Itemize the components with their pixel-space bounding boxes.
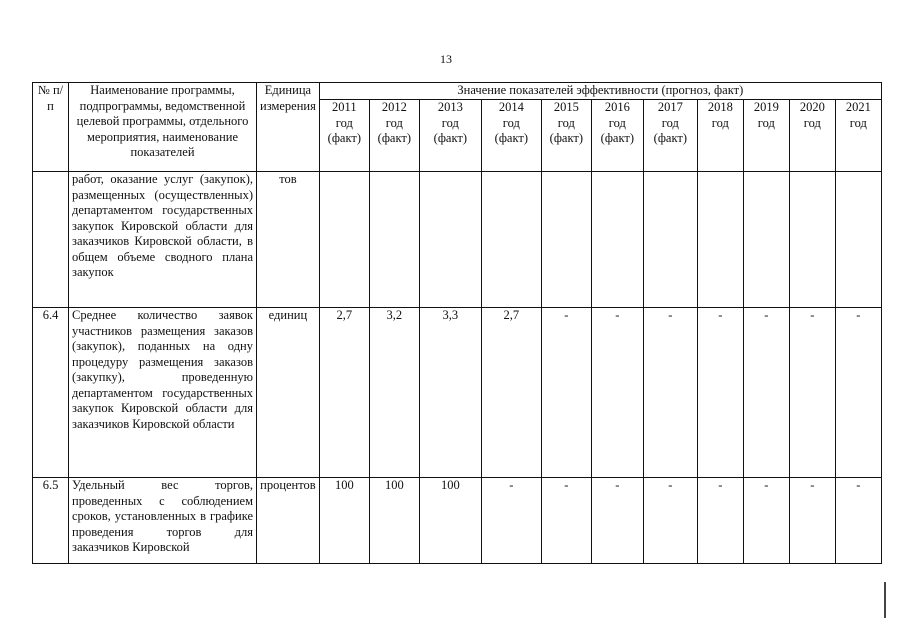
year-header: 2019 год [743,100,789,172]
row-value: - [697,308,743,478]
row-value: - [591,308,643,478]
header-num: № п/п [33,83,69,172]
row-value: - [789,308,835,478]
header-values-title: Значение показателей эффективности (прогноз, факт) [319,83,881,100]
row-value: - [743,308,789,478]
year-header: 2012 год (факт) [369,100,419,172]
year-header: 2021 год [835,100,881,172]
row-value [697,172,743,308]
year-header: 2015 год (факт) [541,100,591,172]
row-value: 100 [369,478,419,564]
page-number: 13 [440,52,452,66]
row-value: - [835,478,881,564]
year-header: 2020 год [789,100,835,172]
row-value: - [643,478,697,564]
header-name: Наименование программы, подпрограммы, ведомственной целевой программы, отдельного мероприятия, наименование показателей [69,83,257,172]
row-unit: тов [257,172,320,308]
row-value: 2,7 [481,308,541,478]
year-header: 2017 год (факт) [643,100,697,172]
row-name: Удельный вес торгов, проведенных с соблюдением сроков, установленных в графике проведения торгов для заказчиков Кировской [69,478,257,564]
row-name: Среднее количество заявок участников размещения заказов (закупок), поданных на одну процедуру размещения заказов (закупку), проведенную департаментом государственных закупок Кировской области для заказчиков Кировской области [69,308,257,478]
row-value: 3,2 [369,308,419,478]
row-value [743,172,789,308]
scan-edge-mark [884,582,886,618]
table-row [33,172,882,308]
row-value [643,172,697,308]
row-value [835,172,881,308]
indicators-table [32,82,882,564]
row-value: 2,7 [319,308,369,478]
year-header: 2013 год (факт) [419,100,481,172]
row-num [33,172,69,308]
row-value: - [697,478,743,564]
row-value [369,172,419,308]
row-value [541,172,591,308]
row-value [319,172,369,308]
year-header: 2011 год (факт) [319,100,369,172]
year-header: 2016 год (факт) [591,100,643,172]
row-num: 6.5 [33,478,69,564]
row-name: работ, оказание услуг (закупок), размещенных (осуществленных) департаментом государственных закупок Кировской области для заказчиков Кировской области, в общем объеме сводного плана закупок [69,172,257,308]
year-header: 2014 год (факт) [481,100,541,172]
header-unit: Единица измерения [257,83,320,172]
row-value: - [835,308,881,478]
row-value: - [643,308,697,478]
row-value: - [541,308,591,478]
row-unit: процентов [257,478,320,564]
row-value: - [789,478,835,564]
row-unit: единиц [257,308,320,478]
row-value [591,172,643,308]
table-row [33,308,882,478]
row-value: 100 [319,478,369,564]
row-value: 100 [419,478,481,564]
row-value: - [591,478,643,564]
row-value: - [743,478,789,564]
header-row-1 [33,83,882,100]
row-value [419,172,481,308]
row-value: - [481,478,541,564]
year-header: 2018 год [697,100,743,172]
row-value [481,172,541,308]
row-value: 3,3 [419,308,481,478]
row-value [789,172,835,308]
table-row [33,478,882,564]
row-num: 6.4 [33,308,69,478]
row-value: - [541,478,591,564]
